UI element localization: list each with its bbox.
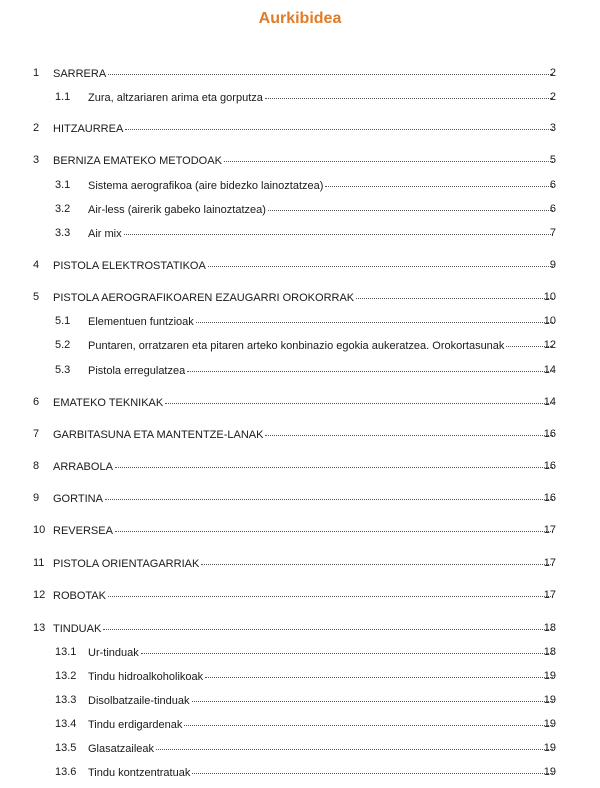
- toc-entry-page: 16: [543, 460, 556, 472]
- toc-entry[interactable]: [0, 427, 600, 441]
- dot-leader: [192, 763, 553, 774]
- toc-entry-number: 13.4: [55, 718, 77, 730]
- toc-entry-number: 9: [33, 492, 40, 504]
- toc-entry-title[interactable]: HITZAURREA: [53, 123, 124, 135]
- dot-leader: [115, 457, 553, 468]
- toc-entry-page: 9: [549, 259, 556, 271]
- toc-entry-line: [88, 717, 555, 732]
- toc-entry[interactable]: [0, 459, 600, 473]
- toc-entry-title[interactable]: Pistola erregulatzea: [88, 365, 186, 377]
- toc-entry-page: 16: [543, 492, 556, 504]
- toc-entry[interactable]: [0, 226, 600, 240]
- toc-entry[interactable]: [0, 741, 600, 755]
- dot-leader: [165, 393, 553, 404]
- toc-entry-number: 8: [33, 460, 40, 472]
- toc-entry-line: [88, 645, 555, 660]
- toc-entry[interactable]: [0, 669, 600, 683]
- dot-leader: [103, 619, 553, 630]
- dot-leader: [356, 288, 553, 299]
- toc-entry-title[interactable]: PISTOLA ORIENTAGARRIAK: [53, 558, 200, 570]
- dot-leader: [124, 224, 553, 235]
- toc-entry-line: [53, 66, 555, 81]
- toc-entry-number: 7: [33, 428, 40, 440]
- toc-entry-number: 2: [33, 122, 40, 134]
- toc-entry[interactable]: [0, 338, 600, 352]
- toc-entry-page: 17: [543, 557, 556, 569]
- toc-entry-line: [53, 491, 555, 506]
- toc-entry-title[interactable]: Zura, altzariaren arima eta gorputza: [88, 92, 263, 104]
- toc-entry[interactable]: [0, 523, 600, 537]
- toc-entry-line: [88, 765, 555, 780]
- toc-entry-page: 17: [543, 589, 556, 601]
- toc-entry-title[interactable]: Glasatzaileak: [88, 743, 155, 755]
- toc-entry-number: 12: [33, 589, 46, 601]
- toc-entry-line: [88, 202, 555, 217]
- toc-entry-line: [88, 669, 555, 684]
- toc-entry-title[interactable]: SARRERA: [53, 68, 107, 80]
- toc-entry-page: 18: [543, 622, 556, 634]
- dot-leader: [156, 739, 553, 750]
- toc-entry[interactable]: [0, 290, 600, 304]
- toc-entry-title[interactable]: PISTOLA AEROGRAFIKOAREN EZAUGARRI OROKORRAK: [53, 292, 355, 304]
- toc-entry-title[interactable]: REVERSEA: [53, 525, 113, 537]
- dot-leader: [265, 88, 553, 99]
- toc-title: Aurkibidea: [258, 10, 342, 27]
- toc-entry-page: 12: [543, 339, 556, 351]
- toc-entry-number: 3.3: [55, 227, 71, 239]
- dot-leader: [184, 715, 553, 726]
- toc-entry-title[interactable]: Tindu hidroalkoholikoak: [88, 671, 204, 683]
- toc-entry-line: [53, 395, 555, 410]
- dot-leader: [224, 151, 553, 162]
- toc-entry-title[interactable]: BERNIZA EMATEKO METODOAK: [53, 155, 222, 167]
- toc-entry[interactable]: [0, 153, 600, 167]
- dot-leader: [205, 667, 553, 678]
- toc-entry-line: [88, 741, 555, 756]
- toc-entry[interactable]: [0, 314, 600, 328]
- toc-entry[interactable]: [0, 395, 600, 409]
- toc-entry-line: [88, 338, 555, 353]
- toc-entry[interactable]: [0, 363, 600, 377]
- toc-entry-title[interactable]: PISTOLA ELEKTROSTATIKOA: [53, 260, 206, 272]
- toc-entry-title[interactable]: Disolbatzaile-tinduak: [88, 695, 190, 707]
- toc-entry[interactable]: [0, 178, 600, 192]
- toc-entry-title[interactable]: Tindu erdigardenak: [88, 719, 183, 731]
- toc-entry-line: [88, 226, 555, 241]
- toc-entry-line: [88, 363, 555, 378]
- dot-leader: [196, 312, 553, 323]
- toc-entry-number: 13: [33, 622, 46, 634]
- toc-entry-line: [88, 314, 555, 329]
- toc-entry-page: 2: [549, 91, 556, 103]
- dot-leader: [268, 200, 553, 211]
- toc-entry-page: 2: [549, 67, 556, 79]
- toc-entry-number: 3: [33, 154, 40, 166]
- toc-entry-page: 5: [549, 154, 556, 166]
- toc-entry-title[interactable]: GORTINA: [53, 493, 103, 505]
- toc-entry-line: [53, 153, 555, 168]
- dot-leader: [105, 489, 553, 500]
- dot-leader: [208, 256, 553, 267]
- toc-entry[interactable]: [0, 621, 600, 635]
- toc-entry-page: 19: [543, 718, 556, 730]
- toc-entry-page: 10: [543, 291, 556, 303]
- toc-entry-page: 10: [543, 315, 556, 327]
- toc-entry-page: 19: [543, 670, 556, 682]
- toc-entry-number: 10: [33, 524, 46, 536]
- toc-entry-page: 7: [549, 227, 556, 239]
- toc-entry-number: 3.2: [55, 203, 71, 215]
- toc-entry-number: 1.1: [55, 91, 71, 103]
- toc-entry[interactable]: [0, 765, 600, 779]
- toc-entry-number: 5.1: [55, 315, 71, 327]
- toc-entry-number: 13.3: [55, 694, 77, 706]
- toc-entry-title[interactable]: TINDUAK: [53, 623, 102, 635]
- toc-entry-line: [53, 290, 555, 305]
- toc-entry-title[interactable]: Air-less (airerik gabeko lainoztatzea): [88, 204, 266, 216]
- dot-leader: [201, 554, 553, 565]
- toc-entry-number: 6: [33, 396, 40, 408]
- toc-entry-line: [88, 178, 555, 193]
- toc-entry[interactable]: [0, 258, 600, 272]
- toc-entry-page: 6: [549, 179, 556, 191]
- toc-entry-page: 16: [543, 428, 556, 440]
- dot-leader: [192, 691, 554, 702]
- toc-entry-line: [88, 693, 555, 708]
- dot-leader: [115, 521, 553, 532]
- toc-entry-title[interactable]: ARRABOLA: [53, 461, 113, 473]
- toc-entry-number: 13.5: [55, 742, 77, 754]
- toc-entry-number: 13.2: [55, 670, 77, 682]
- toc-entry-number: 11: [33, 557, 45, 569]
- toc-entry-page: 18: [543, 646, 556, 658]
- toc-entry-page: 6: [549, 203, 556, 215]
- dot-leader: [125, 119, 553, 130]
- toc-entry-line: [53, 588, 555, 603]
- toc-entry-number: 5: [33, 291, 40, 303]
- toc-entry[interactable]: [0, 717, 600, 731]
- toc-entry-title[interactable]: GARBITASUNA ETA MANTENTZE-LANAK: [53, 429, 264, 441]
- toc-entry-line: [53, 427, 555, 442]
- toc-entry-number: 1: [33, 67, 40, 79]
- toc-entry-title[interactable]: Tindu kontzentratuak: [88, 767, 191, 779]
- toc-entry-page: 19: [543, 694, 556, 706]
- toc-entry-title[interactable]: Ur-tinduak: [88, 647, 139, 659]
- toc-entry-title[interactable]: EMATEKO TEKNIKAK: [53, 397, 164, 409]
- toc-entry-page: 14: [543, 396, 556, 408]
- toc-entry-line: [53, 523, 555, 538]
- dot-leader: [187, 361, 553, 372]
- toc-entry[interactable]: [0, 491, 600, 505]
- toc-entry-title[interactable]: Puntaren, orratzaren eta pitaren arteko konbinazio egokia aukeratzea. Orokortasunak: [88, 340, 505, 352]
- toc-entry-number: 3.1: [55, 179, 71, 191]
- toc-entry-line: [53, 459, 555, 474]
- toc-entry-line: [53, 621, 555, 636]
- toc-entry-page: 19: [543, 742, 556, 754]
- toc-entry-title[interactable]: Elementuen funtzioak: [88, 316, 194, 328]
- toc-entry-line: [53, 556, 555, 571]
- toc-entry-title[interactable]: Air mix: [88, 228, 122, 240]
- toc-entry[interactable]: [0, 693, 600, 707]
- toc-entry-number: 13.6: [55, 766, 77, 778]
- dot-leader: [141, 643, 553, 654]
- dot-leader: [108, 64, 553, 75]
- toc-entry-number: 5.3: [55, 364, 71, 376]
- toc-entry-title[interactable]: ROBOTAK: [53, 590, 106, 602]
- toc-entry[interactable]: [0, 121, 600, 135]
- toc-entry[interactable]: [0, 556, 600, 570]
- toc-entry-page: 3: [549, 122, 556, 134]
- toc-entry[interactable]: [0, 588, 600, 602]
- dot-leader: [325, 176, 553, 187]
- toc-entry-number: 5.2: [55, 339, 71, 351]
- toc-entry-page: 17: [543, 524, 556, 536]
- toc-entry[interactable]: [0, 66, 600, 80]
- toc-entry-title[interactable]: Sistema aerografikoa (aire bidezko lainoztatzea): [88, 180, 324, 192]
- toc-entry-line: [53, 121, 555, 136]
- toc-entry[interactable]: [0, 202, 600, 216]
- toc-entry-page: 19: [543, 766, 556, 778]
- toc-entry-number: 4: [33, 259, 40, 271]
- toc-entry[interactable]: [0, 90, 600, 104]
- toc-entry[interactable]: [0, 645, 600, 659]
- toc-entry-line: [53, 258, 555, 273]
- toc-entry-number: 13.1: [55, 646, 77, 658]
- dot-leader: [265, 425, 553, 436]
- toc-entry-page: 14: [543, 364, 556, 376]
- dot-leader: [108, 586, 553, 597]
- toc-entry-line: [88, 90, 555, 105]
